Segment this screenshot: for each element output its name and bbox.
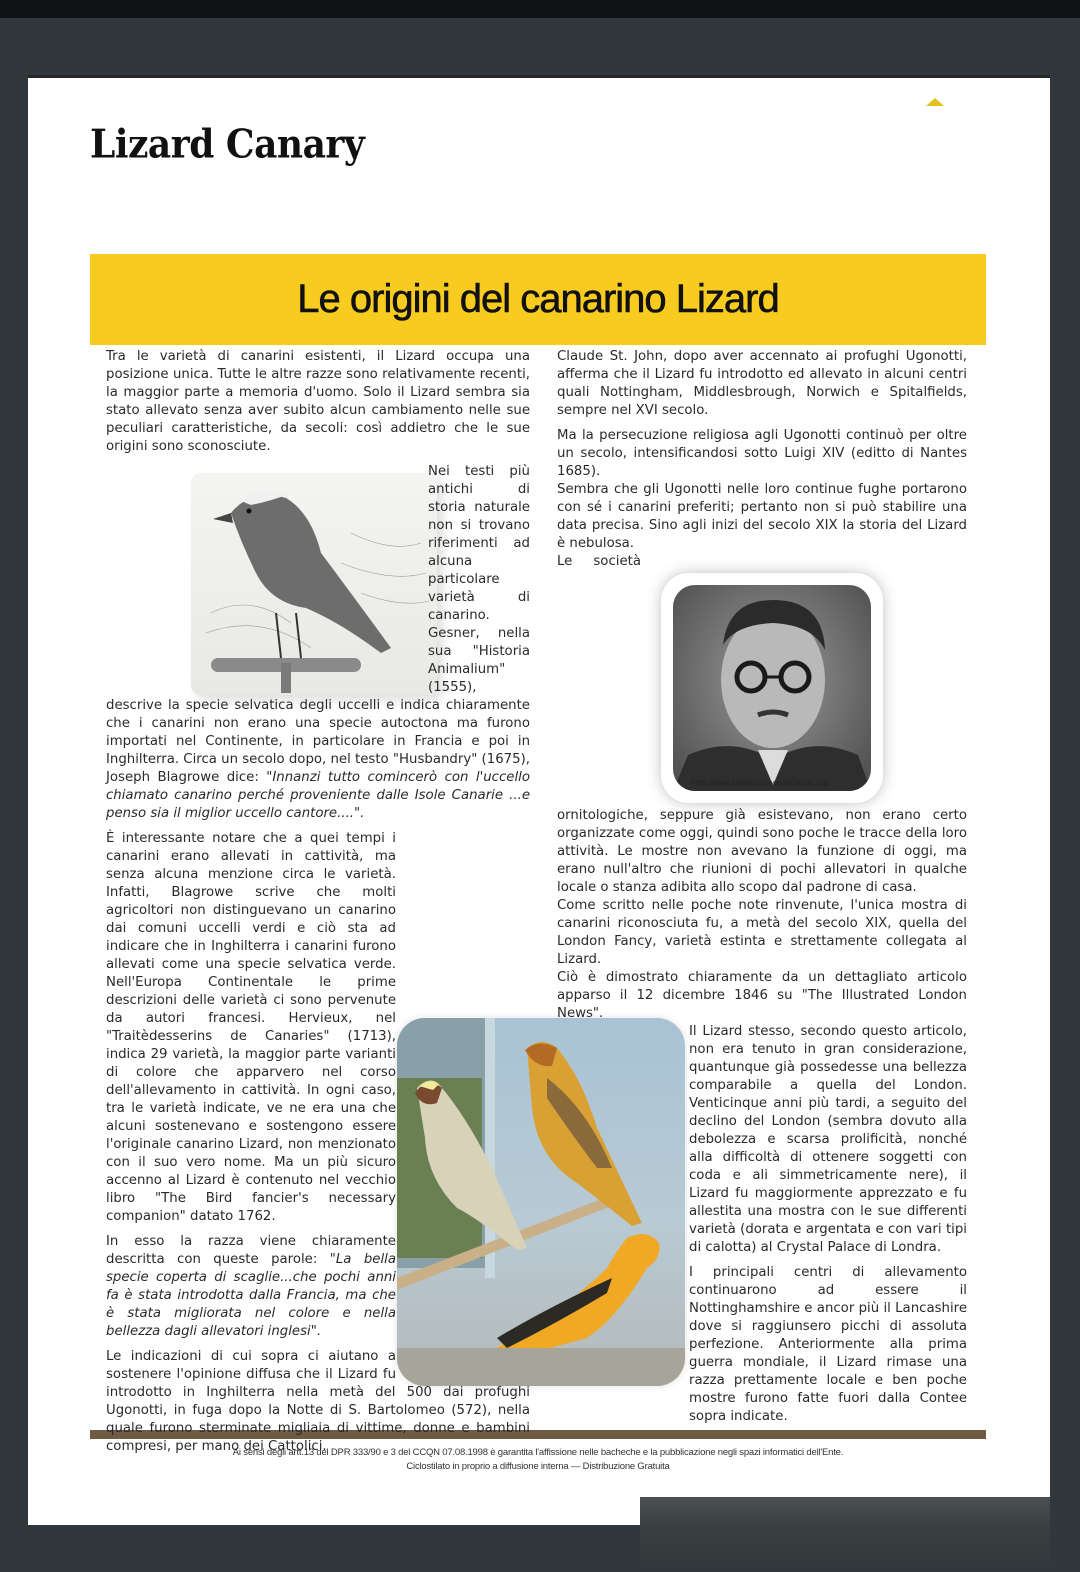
right-paragraph-2: Ma la persecuzione religiosa agli Ugonotti continuò per oltre un secolo, intensificandosi sotto Luigi XIV (editto di Nantes 1685). (557, 428, 967, 479)
right-paragraph-6: Ciò è dimostrato chiaramente da un dettagliato articolo apparso il 12 dicembre 1846 su "The Illustrated London News". (557, 970, 967, 1021)
portrait-wrap-spacer (641, 571, 891, 807)
left-paragraph-3: È interessante notare che a quei tempi i canarini erano allevati in cattività, ma senza alcuna menzione circa le varietà. Infatti, Blagrowe scrive che molti agricoltori non distinguevano un canarino dai comuni uccelli verdi e ciò sta ad indicare che in Inghilterra i canarini furono allevati come una specie selvatica verde. Nell'Europa Continentale le prime descrizioni delle varietà ci sono pervenute da autori francesi. Hervieux, nel "Traitèdesserins de Canaries" (1713), indica 29 varietà, la maggior parte varianti di colore che apparvero nel corso dell'allevamento in cattività. In ogni caso, tra le varietà indicate, ve ne era una che alcuni sostenevano e sostengono essere l'originale canarino Lizard, non menzionato con il suo vero nome. Ma un più sicuro accenno al Lizard è contenuto nel vecchio libro "The Bird fancier's necessary companion" datato 1762. (106, 831, 396, 1224)
magazine-title: Lizard Canary (90, 122, 365, 168)
right-text-column (557, 348, 967, 1433)
photo-watermark: http://www.lizardcanaryassociation.org (691, 779, 828, 787)
left-paragraph-4-quote: "La bella specie coperta di scaglie...che pochi anni fa è stata introdotta dalla Francia, ma che è stata migliorata nel colore e nella bellezza dagli allevatori inglesi". (106, 1252, 396, 1339)
right-paragraph-5: Come scritto nelle poche note rinvenute, l'unica mostra di canarini riconosciuta fu, a metà del secolo XIX, quella del London Fancy, varietà estinta e strettamente collegata al Lizard. (557, 898, 967, 967)
left-paragraph-4-text: In esso la razza viene chiaramente descritta con queste parole: (106, 1234, 396, 1267)
footer-line-1: Ai sensi degli artt.13 del DPR 333/90 e 3 del CCQN 07.08.1998 è garantita l'affissione nelle bacheche e la pubblicazione negli spazi informatici dell'Ente. (232, 1447, 844, 1458)
article-title-banner (90, 254, 986, 345)
right-paragraph-1: Claude St. John, dopo aver accennato ai profughi Ugonotti, afferma che il Lizard fu introdotto ed allevato in alcuni centri quali Nottingham, Middlesbrough, Norwich e Spitalfields, sempre nel XVI secolo. (557, 349, 967, 418)
article-title: Le origini del canarino Lizard (297, 277, 779, 321)
right-paragraph-3: Sembra che gli Ugonotti nelle loro continue fughe portarono con sé i canarini preferiti; pertanto non si può stabilire una data precisa. Sino agli inizi del secolo XIX la storia del Lizard è nebulosa. (557, 482, 967, 551)
right-paragraph-8: I principali centri di allevamento continuarono ad essere il Nottinghamshire e ancor più il Lancashire dove si raggiunsero picchi di assoluta perfezione. Anteriormente alla prima guerra mondiale, il Lizard rimase una razza prettamente locale e ben poche mostre furono fatte fuori dalla Contee sopra indicate. (689, 1265, 967, 1424)
scroll-up-triangle-icon[interactable] (926, 98, 944, 106)
right-paragraph-4: Le società ornitologiche, seppure già esistevano, non erano certo organizzate come oggi, quindi sono poche le tracce della loro attività. Le mostre non avevano la funzione di oggi, ma erano null'altro che riunioni di pochi allevatori in qualche locale o stanza adibita allo scopo dal padrone di casa. (557, 554, 967, 895)
left-paragraph-5: Le indicazioni di cui sopra ci aiutano a sostenere l'opinione diffusa che il Lizard fu introdotto in Inghilterra nella metà del 500 dai profughi Ugonotti, in fuga dopo la Notte di S. Bartolomeo (572), nella quale furono sterminate migliaia di vittime, donne e bambini compresi, per mano dei Cattolici. (106, 1349, 530, 1454)
illustration-wrap-spacer (396, 1028, 530, 1368)
left-paragraph-2-text: Nei testi più antichi di storia naturale non si trovano riferimenti ad alcuna particolare varietà di canarino. Gesner, nella sua "Historia Animalium" (1555), descrive la specie selvatica degli uccelli e indica chiaramente che i canarini non erano una specie autoctona ma furono importati nel Continente, in particolare in Francia e poi in Inghilterra. Circa un secolo dopo, nel testo "Husbandry" (1675), Joseph Blagrowe dice: (106, 464, 530, 785)
bottom-overlay-panel (640, 1497, 1050, 1572)
sketch-wrap-spacer (182, 463, 422, 687)
footer-line-2: Ciclostilato in proprio a diffusione interna — Distribuzione Gratuita (406, 1461, 670, 1472)
left-text-column (106, 348, 530, 1463)
right-paragraph-7: Il Lizard stesso, secondo questo articolo, non era tenuto in gran considerazione, quantunque già possedesse una bellezza comparabile a quella del London. Venticinque anni più tardi, a seguito del declino del London (sembra dovuto alla debolezza e scarsa prolificità, nonché alla difficoltà di ottenere soggetti con coda e ali simmetricamente nere), il Lizard fu maggiormente apprezzato e fu allestita una mostra con le sue differenti varietà (dorata e argentata e con vari tipi di calotta) al Crystal Palace di Londra. (689, 1024, 967, 1255)
illustration-right-spacer (557, 1095, 689, 1425)
left-paragraph-2-quote: "Innanzi tutto comincerò con l'uccello chiamato canarino perché proveniente dalle Isole Canarie ...e penso sia il miglior uccello cantore....". (106, 770, 530, 821)
left-paragraph-1: Tra le varietà di canarini esistenti, il Lizard occupa una posizione unica. Tutte le altre razze sono relativamente recenti, la maggior parte a memoria d'uomo. Solo il Lizard sembra sia stato allevato senza aver subito alcun cambiamento nelle sue peculiari caratteristiche, da secoli: così addietro che le sue origini sono sconosciute. (106, 349, 530, 454)
top-status-bar (0, 0, 1080, 18)
